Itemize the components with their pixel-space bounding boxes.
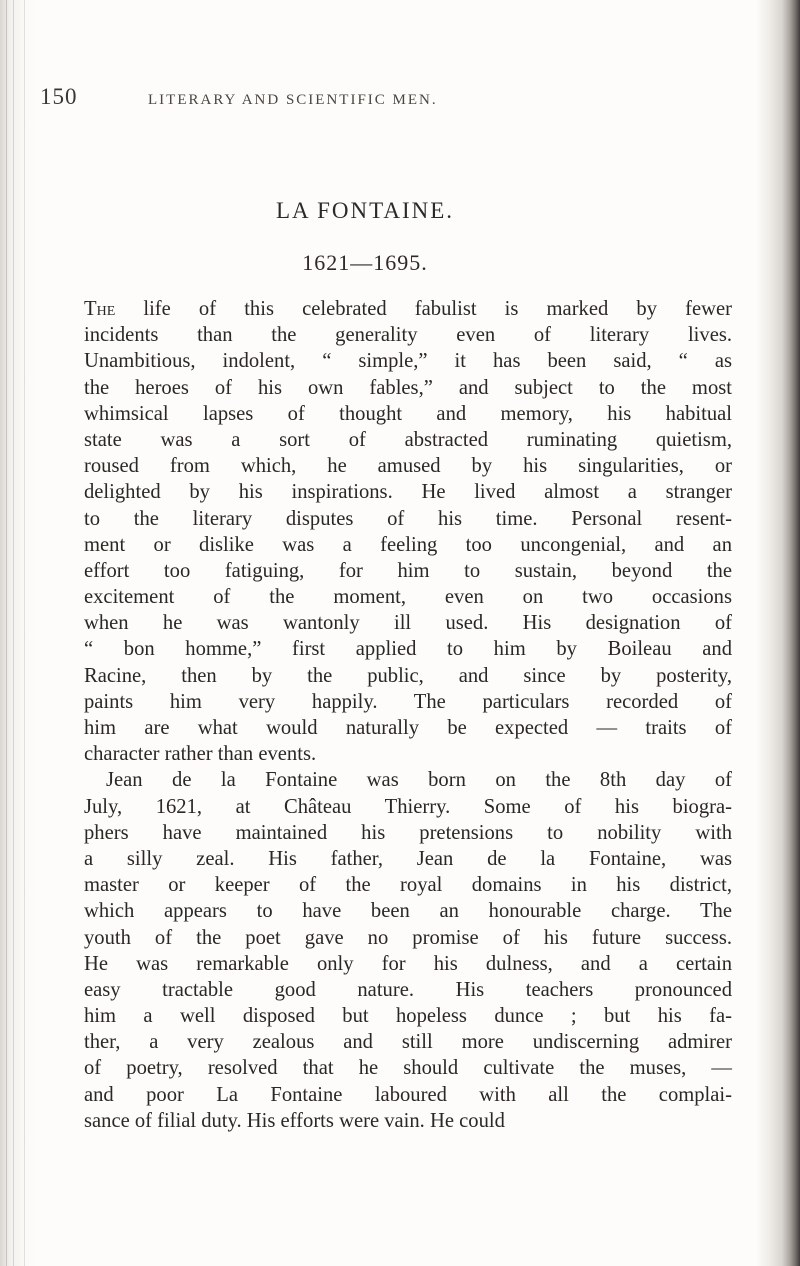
text-line: paints him very happily. The particulars recorded of xyxy=(84,690,732,713)
text-line: effort too fatiguing, for him to sustain, beyond the xyxy=(84,559,732,582)
text-line: ment or dislike was a feeling too uncongenial, and an xyxy=(84,533,732,556)
gutter-line xyxy=(13,0,14,1266)
text-line: Racine, then by the public, and since by posterity, xyxy=(84,664,732,687)
text-line: of poetry, resolved that he should cultivate the muses, — xyxy=(84,1057,732,1080)
text-line: state was a sort of abstracted ruminating quietism, xyxy=(84,428,732,451)
text-line: and poor La Fontaine laboured with all the complai- xyxy=(84,1083,732,1106)
running-head xyxy=(40,84,740,114)
text-line: Unambitious, indolent, “ simple,” it has been said, “ as xyxy=(84,350,732,373)
text-line: youth of the poet gave no promise of his future success. xyxy=(84,926,732,949)
text-line: him are what would naturally be expected — traits of xyxy=(84,717,732,739)
text-line: which appears to have been an honourable charge. The xyxy=(84,900,732,923)
gutter-line xyxy=(24,0,25,1266)
text-line: July, 1621, at Château Thierry. Some of his biogra- xyxy=(84,795,732,818)
chapter-title: LA FONTAINE. xyxy=(275,198,455,223)
text-line: delighted by his inspirations. He lived almost a stranger xyxy=(84,481,732,504)
page-number: 150 xyxy=(40,84,78,109)
text-line: character rather than events. xyxy=(84,743,317,766)
text-line: Jean de la Fontaine was born on the 8th day of xyxy=(106,769,732,792)
text-line: ther, a very zealous and still more undiscerning admirer xyxy=(84,1031,732,1054)
text-line: He was remarkable only for his dulness, and a certain xyxy=(84,952,732,975)
text-line: incidents than the generality even of literary lives. xyxy=(84,324,732,347)
text-line: sance of filial duty. His efforts were vain. He could xyxy=(84,1109,505,1132)
text-line: when he was wantonly ill used. His designation of xyxy=(84,612,732,635)
chapter-dates: 1621—1695. xyxy=(302,250,428,275)
text-line: him a well disposed but hopeless dunce ; but his fa- xyxy=(84,1005,732,1028)
text-line: “ bon homme,” first applied to him by Boileau and xyxy=(84,638,732,661)
text-line: a silly zeal. His father, Jean de la Fontaine, was xyxy=(84,847,732,870)
text-line: the heroes of his own fables,” and subject to the most xyxy=(84,376,732,399)
text-line: excitement of the moment, even on two occasions xyxy=(84,586,732,609)
text-line: to the literary disputes of his time. Personal resent- xyxy=(84,507,732,530)
page-edge xyxy=(756,0,800,1266)
body-text xyxy=(84,296,732,1134)
text-line: roused from which, he amused by his singularities, or xyxy=(84,455,732,478)
gutter-line xyxy=(6,0,7,1266)
text-line: The life of this celebrated fabulist is marked by fewer xyxy=(84,298,732,320)
text-line: master or keeper of the royal domains in his district, xyxy=(84,874,732,897)
text-line: easy tractable good nature. His teachers pronounced xyxy=(84,978,732,1001)
text-line: phers have maintained his pretensions to nobility with xyxy=(84,821,732,844)
text-line: whimsical lapses of thought and memory, his habitual xyxy=(84,402,732,425)
running-title: LITERARY AND SCIENTIFIC MEN. xyxy=(148,92,438,108)
